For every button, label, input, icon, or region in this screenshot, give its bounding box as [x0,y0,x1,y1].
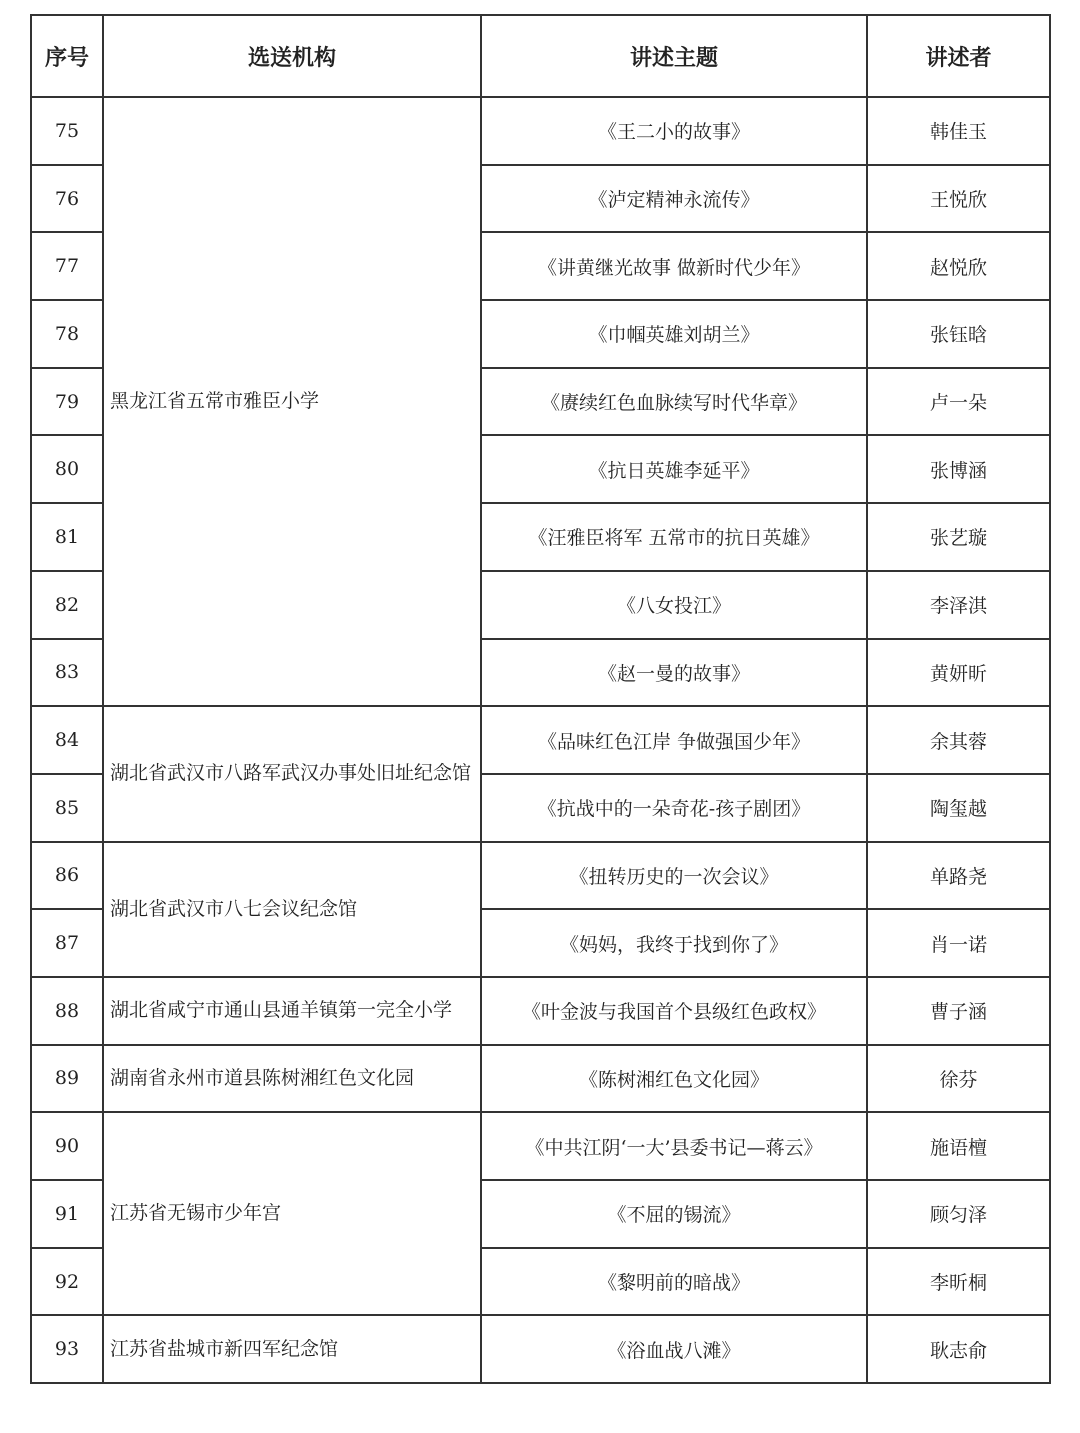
row-num: 91 [31,1180,103,1248]
row-num: 75 [31,97,103,165]
row-speaker: 顾匀泽 [867,1180,1050,1248]
table-row [31,706,1050,774]
row-num: 92 [31,1248,103,1316]
row-topic: 《汪雅臣将军 五常市的抗日英雄》 [481,503,867,571]
row-speaker: 张博涵 [867,435,1050,503]
row-speaker: 韩佳玉 [867,97,1050,165]
row-topic: 《陈树湘红色文化园》 [481,1045,867,1113]
row-topic: 《妈妈，我终于找到你了》 [481,909,867,977]
row-num: 76 [31,165,103,233]
row-num: 90 [31,1112,103,1180]
header-row [31,15,1050,97]
row-topic: 《中共江阴‘一大’县委书记—蒋云》 [481,1112,867,1180]
row-speaker: 曹子涵 [867,977,1050,1045]
row-num: 89 [31,1045,103,1113]
row-topic: 《赓续红色血脉续写时代华章》 [481,368,867,436]
row-speaker: 黄妍昕 [867,639,1050,707]
row-num: 78 [31,300,103,368]
row-topic: 《泸定精神永流传》 [481,165,867,233]
row-speaker: 余其蓉 [867,706,1050,774]
row-num: 79 [31,368,103,436]
row-speaker: 肖一诺 [867,909,1050,977]
table-row [31,1045,1050,1113]
row-num: 77 [31,232,103,300]
row-topic: 《王二小的故事》 [481,97,867,165]
table-row [31,1315,1050,1383]
row-num: 86 [31,842,103,910]
row-num: 87 [31,909,103,977]
header-org: 选送机构 [103,15,481,97]
row-num: 85 [31,774,103,842]
row-num: 88 [31,977,103,1045]
org-cell: 黑龙江省五常市雅臣小学 [103,97,481,706]
row-topic: 《八女投江》 [481,571,867,639]
row-topic: 《品味红色江岸 争做强国少年》 [481,706,867,774]
row-speaker: 徐芬 [867,1045,1050,1113]
row-topic: 《浴血战八滩》 [481,1315,867,1383]
table-row [31,842,1050,910]
speaker-list-table [30,14,1051,1384]
row-speaker: 卢一朵 [867,368,1050,436]
row-num: 80 [31,435,103,503]
row-speaker: 耿志俞 [867,1315,1050,1383]
org-cell: 江苏省盐城市新四军纪念馆 [103,1315,481,1383]
row-num: 83 [31,639,103,707]
table-row [31,977,1050,1045]
org-cell: 湖南省永州市道县陈树湘红色文化园 [103,1045,481,1113]
row-num: 82 [31,571,103,639]
org-cell: 湖北省武汉市八路军武汉办事处旧址纪念馆 [103,706,481,841]
row-num: 81 [31,503,103,571]
row-speaker: 施语檀 [867,1112,1050,1180]
header-topic: 讲述主题 [481,15,867,97]
row-topic: 《讲黄继光故事 做新时代少年》 [481,232,867,300]
org-cell: 江苏省无锡市少年宫 [103,1112,481,1315]
row-speaker: 张艺璇 [867,503,1050,571]
row-topic: 《抗日英雄李延平》 [481,435,867,503]
row-speaker: 王悦欣 [867,165,1050,233]
row-topic: 《叶金波与我国首个县级红色政权》 [481,977,867,1045]
row-topic: 《抗战中的一朵奇花-孩子剧团》 [481,774,867,842]
table-row [31,1112,1050,1180]
row-speaker: 单路尧 [867,842,1050,910]
org-cell: 湖北省咸宁市通山县通羊镇第一完全小学 [103,977,481,1045]
row-num: 93 [31,1315,103,1383]
row-speaker: 赵悦欣 [867,232,1050,300]
row-num: 84 [31,706,103,774]
row-topic: 《巾帼英雄刘胡兰》 [481,300,867,368]
row-speaker: 李昕桐 [867,1248,1050,1316]
row-topic: 《赵一曼的故事》 [481,639,867,707]
header-num: 序号 [31,15,103,97]
row-speaker: 李泽淇 [867,571,1050,639]
row-speaker: 张钰晗 [867,300,1050,368]
org-cell: 湖北省武汉市八七会议纪念馆 [103,842,481,977]
row-topic: 《不屈的锡流》 [481,1180,867,1248]
row-speaker: 陶玺越 [867,774,1050,842]
row-topic: 《黎明前的暗战》 [481,1248,867,1316]
table-row [31,97,1050,165]
row-topic: 《扭转历史的一次会议》 [481,842,867,910]
header-speaker: 讲述者 [867,15,1050,97]
